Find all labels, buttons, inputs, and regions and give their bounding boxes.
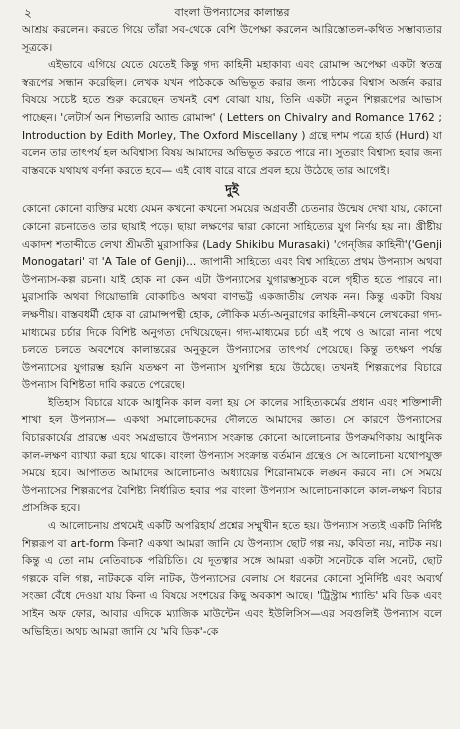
page-header [22,4,442,22]
paragraph: ইতিহাস বিচারে যাকে আধুনিক কাল বলা হয় সে কালের সাহিত্যকর্মের প্রধান এবং শক্তিশালী শাখা হল উপন্যাস— একথা সমালোচকদের দৌলতে আমাদের জ্ঞাত। সে কারণে উপন্যাসের বিচারকার্যের প্রারম্ভে এবং সমগ্রভাবে উপন্যাস সংক্রান্ত কোনো আলোচনার উপক্রমণিকায় আধুনিক কাল-লক্ষণ ব্যাখ্যা করা হয়ে থাকে। বাংলা উপন্যাস সংক্রান্ত বর্তমান গ্রন্থেও সে আলোচনা যথোপযুক্ত সময়ে হবে। আপাতত আমাদের আলোচনাও অধ্যায়ের শিরোনামকে লঙ্ঘন করবে না। সে সময়ে উপন্যাসের শিল্পরূপের বৈশিষ্ট্য নির্ধারিত হবার পর বাংলা উপন্যাস আলোচনাকালে কাল-লক্ষণ বিচার প্রাসঙ্গিক হবে। [22,396,442,515]
running-title: বাংলা উপন্যাসের কালান্তর [174,6,290,19]
paragraph: কোনো কোনো ব্যক্তির মধ্যে যেমন কখনো কখনো সময়ের অগ্রবর্তী চেতনার উন্মেষ দেখা যায়, কোনো কোনো রচনাতেও তার ছায়াই পড়ে। ছায়া লক্ষণের দ্বারা কোনো সাহিত্যের যুগ নির্ণয় হয় না। খ্রীষ্টীয় একাদশ শতাব্দীতে লেখা শ্রীমতী মুরাসাকির (Lady Shikibu Murasaki) 'গেন্‌জির কাহিনী'('Genji Monogatari' বা 'A Tale of Genji)... জাপানী সাহিত্যে এবং বিশ্ব সাহিত্যে প্রথম উপন্যাস অথবা উপন্যাস-কল্প রচনা। যাই হোক না কেন এটা উপন্যাসের যুগারম্ভসূচক বলে গৃহীত হতে পারবে না। মুরাসাকি অথবা গিয়োভান্নি বোকাচিও অথবা বাণভট্ট একজাতীয় লেখক নন। কিন্তু একটা বিষয় লক্ষণীয়। বাস্তবধর্মী হোক বা রোমান্সপন্থী হোক, লৌকিক মর্ত্য-অনুরাগের কাহিনী-কথনে লেখকেরা গদ্য-মাধ্যমের চর্চার দিকে বিশিষ্ট অনুগত্য দেখিয়েছেন। গদ্য-মাধ্যমের চর্চা এই পথে ও আরো নানা পথে চলতে চলতে অবশেষে কালান্তরের অনুকূলে উপন্যাসের তাৎপর্য পেয়েছে। কিন্তু তৎক্ষণ পর্যন্ত উপন্যাসের যুগারম্ভ হয়নি যতক্ষণ না উপন্যাস যুগশিল্প হয়ে উঠেছে। তখনই শিল্পরূপের বিচারে উপন্যাস বিশিষ্টতা দাবি করতে পেরেছে। [22,203,442,392]
body-text [22,22,442,641]
paragraph: আশ্রয় করলেন। করতে গিয়ে তাঁরা সব-থেকে বেশি উপেক্ষা করলেন আরিস্তোতল-কথিত সম্ভাব্যতার সূত্রকে। [22,24,442,54]
section-heading: দুই [225,183,239,199]
paragraph: এইভাবে এগিয়ে যেতে যেতেই কিন্তু গদ্য কাহিনী মহাকাব্য এবং রোমান্স অপেক্ষা একটা স্বতন্ত্র স্বরূপের সন্ধান করেছিল। লেখক যখন পাঠককে অভিভূত করার জন্য পাঠকের বিশ্বাস অর্জন করার বিষয়ে সচেষ্ট হতে শুরু করেছেন তখনই বেশ বোঝা যায়, তিনি একটা নতুন শিল্পরূপের আভাস পাচ্ছেন। 'লেটার্স অন শিভ্যলরি অ্যান্ড রোমান্স' ( Letters on Chivalry and Romance 1762 ; Introduction by Edith Morley, The Oxford Miscellany ) গ্রন্থে দশম পত্রে হার্ড (Hurd) যা বলেন তার তাৎপর্য হল অবিশ্বাস্য বিষয় আমাদের অভিভূত করতে পারে না। সুতরাং বিশ্বাস্য হবার জন্য বাস্তবকে যথাযথ বর্ণনা করতে হবে— এই বোধ বারে বারে প্রবল হয়ে উঠেছে তার আগেই। [22,59,442,177]
paragraph: এ আলোচনায় প্রথমেই একটি অপরিহার্য প্রশ্নের সম্মুখীন হতে হয়। উপন্যাস সত্যই একটি নির্দিষ্ট শিল্পরূপ বা art-form কিনা? একথা আমরা জানি যে উপন্যাস ছোট গল্প নয়, কবিতা নয়, নাটক নয়। কিন্তু এ তো নাম নেতিবাচক পরিচিতি। যে দূতত্বার সঙ্গে আমরা একটা সনেটকে বলি সনেট, ছোট গল্পকে বলি গল্প, নাটককে বলি নাটক, উপন্যাসের বেলায় সে ধরনের কোনো সুনির্দিষ্ট এবং অব্যর্থ সংজ্ঞা বেঁধে দেওয়া যায় কিনা এ বিষয়ে সংশয়ের কিছু অবকাশ আছে। 'ট্রিস্ট্রাম শ্যান্ডি' মবি ডিক এবং সাইন অফ ফোর, আবার এদিকে ম্যাজিক মাউন্টেন এবং ইউলিসিস—এর সবগুলিই উপন্যাস বলে অভিহিত। অথচ আমরা জানি যে 'মবি ডিক'-কে [22,520,442,638]
page-number: ২ [24,6,32,20]
